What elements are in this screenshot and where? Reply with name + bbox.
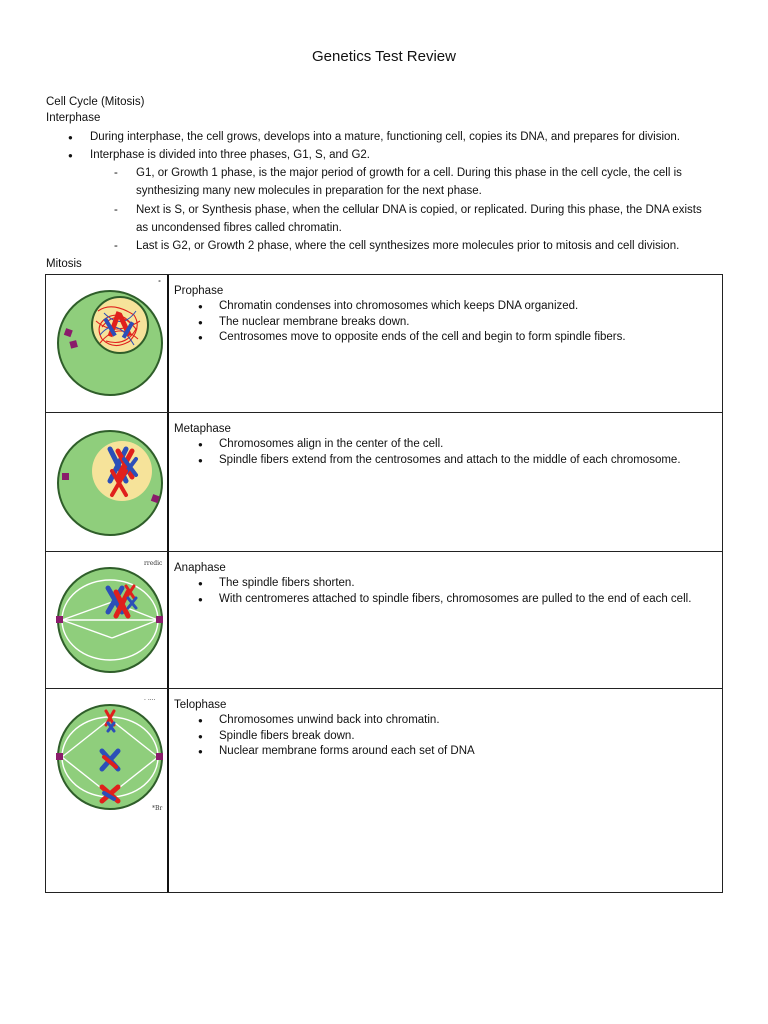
interphase-subitem-text: Last is G2, or Growth 2 phase, where the cell synthesizes more molecules prior to mitosis and cell division. xyxy=(136,240,680,252)
telophase-cell-diagram xyxy=(52,695,164,813)
interphase-subitem-text: Next is S, or Synthesis phase, when the cellular DNA is copied, or replicated. During this phase, the DNA exists as uncondensed fibres called chromatin. xyxy=(136,204,702,234)
metaphase-cell-diagram xyxy=(52,419,164,537)
centrosome xyxy=(56,616,63,623)
phase-bullet-text: Spindle fibers extend from the centrosomes and attach to the middle of each chromosome. xyxy=(219,453,681,466)
dash-glyph: - xyxy=(114,240,118,252)
phase-title: Metaphase xyxy=(174,423,231,435)
telophase-description xyxy=(174,697,714,760)
centrosome xyxy=(156,753,163,760)
bullet-glyph: ● xyxy=(198,716,203,725)
bullet-glyph: ● xyxy=(198,731,203,741)
prophase-description xyxy=(174,283,714,346)
phase-bullet xyxy=(174,729,714,745)
centrosome xyxy=(56,753,63,760)
phase-bullet-text: Chromosomes unwind back into chromatin. xyxy=(219,714,440,726)
phase-bullet xyxy=(174,453,714,469)
dash-glyph: - xyxy=(114,204,118,216)
phase-bullet xyxy=(174,330,714,346)
phase-bullet xyxy=(174,437,714,453)
bullet-glyph: ● xyxy=(68,151,73,160)
phase-bullet-text: The spindle fibers shorten. xyxy=(219,577,355,589)
phase-title: Prophase xyxy=(174,285,224,297)
phase-bullet-text: Centrosomes move to opposite ends of the cell and begin to form spindle fibers. xyxy=(219,331,626,343)
bullet-glyph: ● xyxy=(198,455,203,465)
bullet-glyph: ● xyxy=(68,133,73,142)
prophase-cell-diagram xyxy=(52,281,164,399)
bullet-glyph: ● xyxy=(198,440,203,449)
bullet-glyph: ● xyxy=(198,747,203,756)
phase-bullet xyxy=(174,744,714,760)
interphase-subitem-text: G1, or Growth 1 phase, is the major period of growth for a cell. During this phase in the cell cycle, the cell is synthesizing many new molecules in preparation for the next phase. xyxy=(136,167,682,197)
phase-title: Telophase xyxy=(174,699,227,711)
phase-bullet-list xyxy=(174,713,714,760)
centrosome xyxy=(62,473,69,480)
phase-bullet-text: The nuclear membrane breaks down. xyxy=(219,315,410,328)
centrosome xyxy=(156,616,163,623)
anaphase-cell-diagram xyxy=(52,558,164,676)
metaphase-row xyxy=(46,413,722,551)
prophase-row xyxy=(46,275,722,412)
corner-mark: *Br xyxy=(152,805,163,812)
phase-bullet xyxy=(174,713,714,729)
mitosis-heading: Mitosis xyxy=(46,258,82,270)
phase-title: Anaphase xyxy=(174,562,226,574)
bullet-glyph: ● xyxy=(198,594,203,604)
phase-bullet-text: Nuclear membrane forms around each set of DNA xyxy=(219,745,475,757)
interphase-heading: Interphase xyxy=(46,112,101,124)
interphase-bullet-text: During interphase, the cell grows, develops into a mature, functioning cell, copies its DNA, and prepares for division. xyxy=(90,131,680,143)
phase-bullet xyxy=(174,299,714,315)
page-title: Genetics Test Review xyxy=(312,48,456,65)
phase-bullet-text: Chromatin condenses into chromosomes which keeps DNA organized. xyxy=(219,300,579,312)
bullet-glyph: ● xyxy=(198,579,203,588)
phase-bullet xyxy=(174,576,714,592)
phase-bullet xyxy=(174,315,714,331)
section-heading: Cell Cycle (Mitosis) xyxy=(46,96,145,108)
dash-glyph: - xyxy=(114,167,118,179)
phase-bullet-text: Chromosomes align in the center of the cell. xyxy=(219,438,444,450)
interphase-bullet-text: Interphase is divided into three phases, G1, S, and G2. xyxy=(90,149,371,161)
bullet-glyph: ● xyxy=(198,333,203,342)
metaphase-description xyxy=(174,421,714,468)
phase-bullet xyxy=(174,592,714,608)
phase-bullet-text: Spindle fibers break down. xyxy=(219,729,355,742)
corner-mark: rredic xyxy=(144,560,163,567)
phase-bullet-list xyxy=(174,437,714,468)
corner-mark: · ···· xyxy=(144,697,156,704)
phase-bullet-list xyxy=(174,576,714,607)
anaphase-description xyxy=(174,560,714,607)
phase-bullet-list xyxy=(174,299,714,346)
bullet-glyph: ● xyxy=(198,317,203,327)
bullet-glyph: ● xyxy=(198,302,203,311)
telophase-row xyxy=(46,689,722,893)
phase-bullet-text: With centromeres attached to spindle fibers, chromosomes are pulled to the end of each cell. xyxy=(219,592,692,605)
anaphase-row xyxy=(46,552,722,688)
corner-mark: ° xyxy=(158,280,161,287)
mitosis-table xyxy=(45,274,723,893)
